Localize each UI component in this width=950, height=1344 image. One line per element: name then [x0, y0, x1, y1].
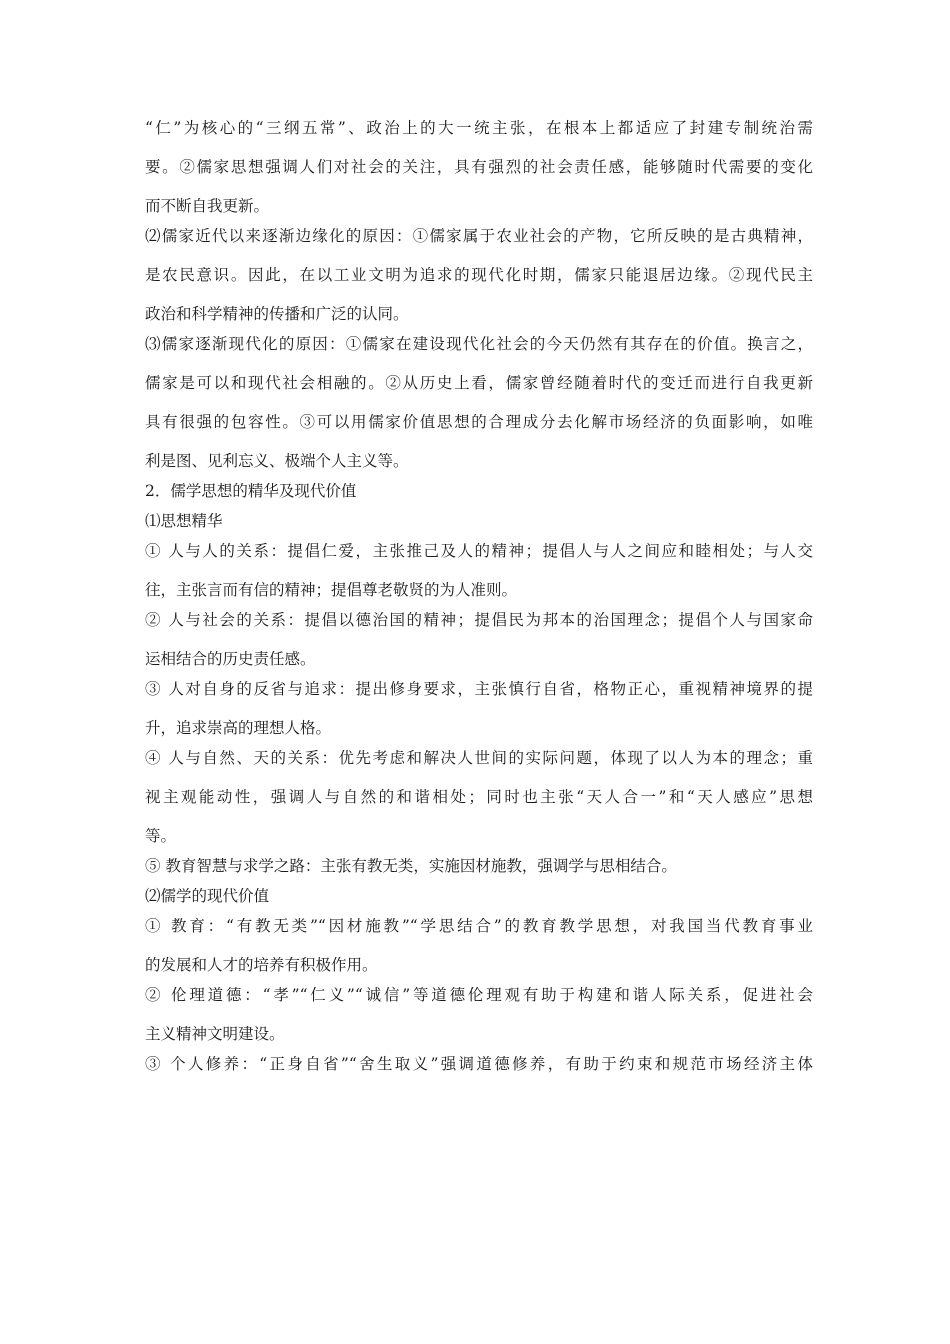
text-line: 运相结合的历史责任感。: [145, 650, 316, 668]
text-line: ② 伦理道德：“孝”“仁义”“诚信”等道德伦理观有助于构建和谐人际关系，促进社会: [145, 986, 813, 1004]
text-line: 而不断自我更新。: [145, 197, 270, 215]
text-line: 是农民意识。因此，在以工业文明为追求的现代化时期，儒家只能退居边缘。②现代民主: [145, 266, 813, 284]
text-line: 主义精神文明建设。: [145, 1025, 285, 1043]
text-line: ① 人与人的关系：提倡仁爱，主张推己及人的精神；提倡人与人之间应和睦相处；与人交: [145, 542, 813, 560]
text-line: 具有很强的包容性。③可以用儒家价值思想的合理成分去化解市场经济的负面影响，如唯: [145, 413, 813, 431]
text-line: 往，主张言而有信的精神；提倡尊老敬贤的为人准则。: [145, 581, 518, 599]
text-line: ③ 人对自身的反省与追求：提出修身要求，主张慎行自省，格物正心，重视精神境界的提: [145, 680, 813, 698]
text-line: ⑶儒家逐渐现代化的原因：①儒家在建设现代化社会的今天仍然有其存在的价值。换言之，: [145, 335, 813, 353]
text-line: 视主观能动性，强调人与自然的和谐相处；同时也主张“天人合一”和“天人感应”思想: [145, 788, 813, 806]
subsection-heading: ⑵儒学的现代价值: [145, 887, 270, 905]
text-line: ④ 人与自然、天的关系：优先考虑和解决人世间的实际问题，体现了以人为本的理念；重: [145, 749, 813, 767]
subsection-heading: ⑴思想精华: [145, 512, 223, 530]
text-line: 等。: [145, 827, 177, 845]
text-line: ② 人与社会的关系：提倡以德治国的精神；提倡民为邦本的治国理念；提倡个人与国家命: [145, 611, 813, 629]
text-line: 儒家是可以和现代社会相融的。②从历史上看，儒家曾经随着时代的变迁而进行自我更新: [145, 374, 813, 392]
text-line: 利是图、见利忘义、极端个人主义等。: [145, 452, 409, 470]
text-line: 政治和科学精神的传播和广泛的认同。: [145, 305, 409, 323]
text-line: 的发展和人才的培养有积极作用。: [145, 956, 378, 974]
text-line: ① 教育：“有教无类”“因材施教”“学思结合”的教育教学思想，对我国当代教育事业: [145, 917, 813, 935]
text-line: ③ 个人修养：“正身自省”“舍生取义”强调道德修养，有助于约束和规范市场经济主体: [145, 1055, 813, 1073]
text-line: 要。②儒家思想强调人们对社会的关注，具有强烈的社会责任感，能够随时代需要的变化: [145, 158, 813, 176]
section-heading: 2．儒学思想的精华及现代价值: [145, 482, 357, 500]
document-body: [145, 118, 815, 1074]
text-line: ⑵儒家近代以来逐渐边缘化的原因：①儒家属于农业社会的产物，它所反映的是古典精神，: [145, 227, 813, 245]
text-line: 升，追求崇高的理想人格。: [145, 719, 332, 737]
text-line: “仁”为核心的“三纲五常”、政治上的大一统主张，在根本上都适应了封建专制统治需: [145, 119, 813, 137]
text-line: ⑤ 教育智慧与求学之路：主张有教无类，实施因材施教，强调学与思相结合。: [145, 857, 677, 875]
